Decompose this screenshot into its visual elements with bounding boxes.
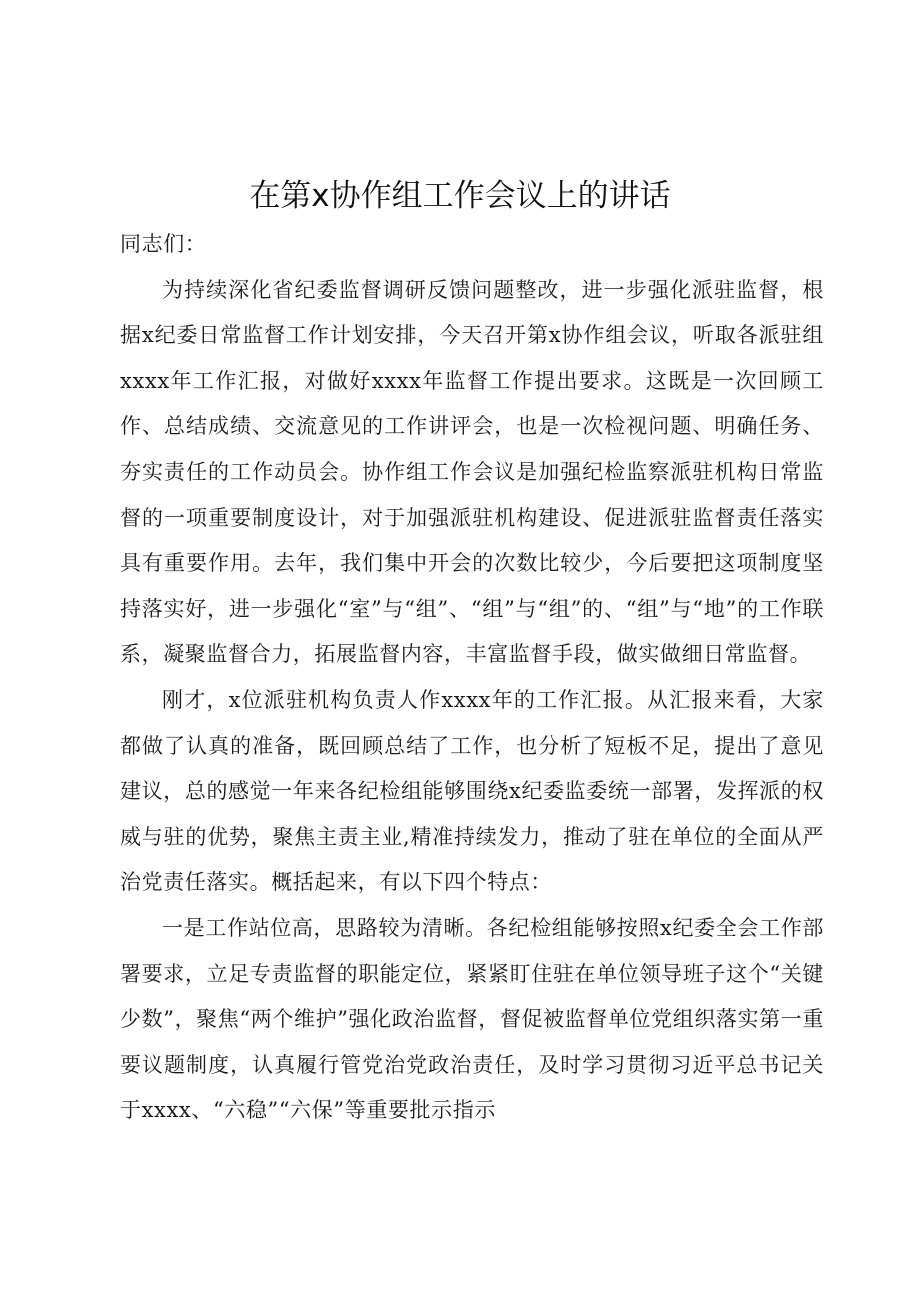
paragraph-3: 一是工作站位高，思路较为清晰。各纪检组能够按照x纪委全会工作部署要求，立足专责监督的职能定位，紧紧盯住驻在单位领导班子这个“关键少数”，聚焦“两个维护”强化政治监督，督促被监督单位党组织落实第一重要议题制度，认真履行管党治党政治责任，及时学习贯彻习近平总书记关于xxxx、“六稳”“六保”等重要批示指示 <box>120 915 824 1123</box>
document-body <box>120 222 824 1134</box>
document-title: 在第x协作组工作会议上的讲话 <box>249 178 671 214</box>
greeting: 同志们： <box>120 232 207 256</box>
paragraph-1: 为持续深化省纪委监督调研反馈问题整改，进一步强化派驻监督，根据x纪委日常监督工作计划安排，今天召开第x协作组会议，听取各派驻组xxxx年工作汇报，对做好xxxx年监督工作提出要求。这既是一次回顾工作、总结成绩、交流意见的工作讲评会，也是一次检视问题、明确任务、夯实责任的工作动员会。协作组工作会议是加强纪检监察派驻机构日常监督的一项重要制度设计，对于加强派驻机构建设、促进派驻监督责任落实具有重要作用。去年，我们集中开会的次数比较少，今后要把这项制度坚持落实好，进一步强化“室”与“组”、“组”与“组”的、“组”与“地”的工作联系，凝聚监督合力，拓展监督内容，丰富监督手段，做实做细日常监督。 <box>120 277 824 667</box>
paragraph-2: 刚才，x位派驻机构负责人作xxxx年的工作汇报。从汇报来看，大家都做了认真的准备，既回顾总结了工作，也分析了短板不足，提出了意见建议，总的感觉一年来各纪检组能够围绕x纪委监委统一部署，发挥派的权威与驻的优势，聚焦主责主业,精准持续发力，推动了驻在单位的全面从严治党责任落实。概括起来，有以下四个特点： <box>120 687 824 895</box>
